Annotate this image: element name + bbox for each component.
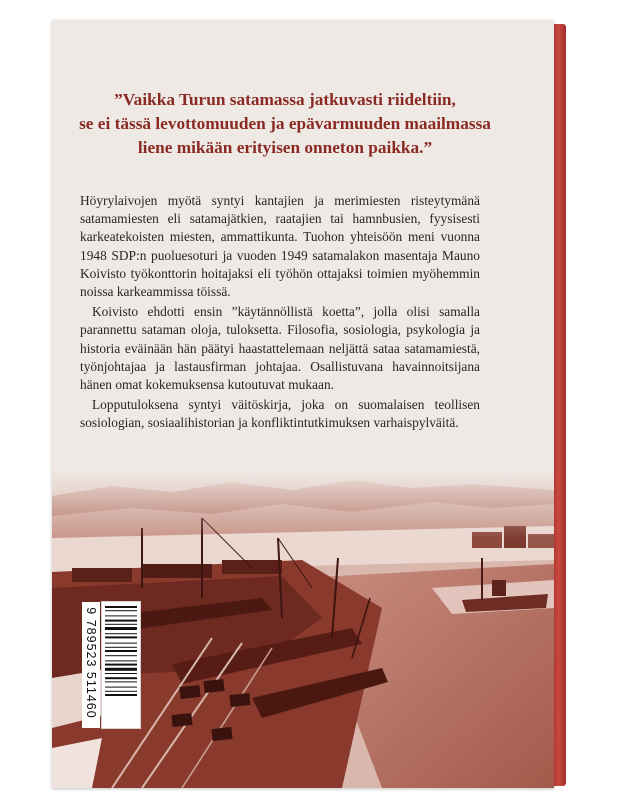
barcode-bar (105, 681, 137, 682)
quote-line: liene mikään erityisen onneton paikka.” (137, 138, 433, 157)
barcode-bar (105, 687, 137, 688)
barcode-bar (105, 694, 137, 696)
pull-quote (70, 88, 500, 160)
blurb-paragraph: Lopputuloksena syntyi väitöskirja, joka on suomalaisen teollisen sosiologian, sosiaalihistorian ja konfliktintutkimuksen varhaispylväitä. (80, 397, 480, 431)
barcode-bar (105, 655, 137, 656)
blurb-paragraph: Koivisto ehdotti ensin ”käytännöllistä koetta”, jolla olisi samalla parannettu sataman oloja, tuloksetta. Filosofia, sosiologia, psykologia ja historia eväinään hän päätyi haastattelemaan neljättä sataa satamamiestä, työnjohtajaa ja lastausfirman johtajaa. Osallistuvana havainnoitsijana hänen omat kokemuksensa kutoutuvat mukaan. (80, 304, 480, 393)
barcode-bar (105, 650, 137, 652)
barcode-bar (105, 615, 137, 616)
barcode-bar (105, 624, 137, 625)
barcode-bar (105, 673, 137, 674)
barcode-bar (105, 643, 137, 644)
barcode-bar (105, 668, 137, 671)
blurb-paragraph: Höyrylaivojen myötä syntyi kantajien ja merimiesten risteytymänä satamamiesten eli satamajätkien, raatajien tai hamnbusien, fyysisesti karkeatekoisten miesten, ammattikunta. Tuohon yhteisöön meni vuonna 1948 SDP:n puoluesoturi ja vuoden 1949 satamalakon masentaja Mauno Koivisto työkonttorin hoitajaksi eli työhön ottajaksi toimien myöhemmin noissa karkeammissa töissä. (80, 193, 480, 300)
blurb-text (80, 192, 480, 435)
barcode-bar (105, 633, 137, 634)
barcode-bar (105, 636, 137, 638)
barcode-bar (105, 660, 137, 661)
quote-line: ”Vaikka Turun satamassa jatkuvasti riideltiin, (114, 90, 456, 109)
barcode-bar (105, 610, 137, 611)
barcode-bar (105, 627, 137, 630)
barcode-bar (105, 620, 137, 622)
barcode (101, 601, 141, 729)
barcode-bar (105, 664, 137, 666)
isbn-number (82, 602, 100, 728)
quote-line: se ei tässä levottomuuden ja epävarmuuden maailmassa (79, 114, 491, 133)
barcode-bar (105, 691, 137, 692)
spine-edge (554, 24, 566, 786)
barcode-bar (105, 677, 137, 679)
barcode-bar (105, 647, 137, 648)
barcode-bar (105, 606, 137, 608)
isbn-text: 9 789523 511460 (84, 607, 98, 719)
